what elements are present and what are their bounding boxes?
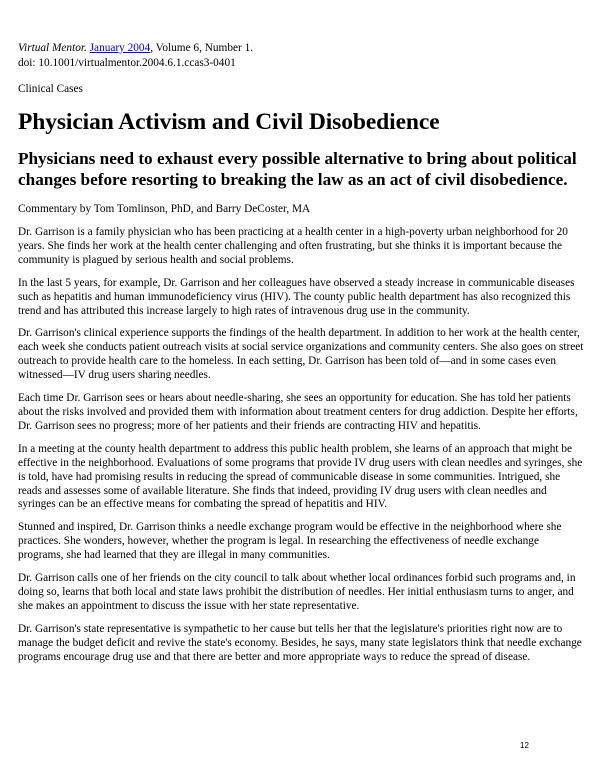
paragraph-6: Stunned and inspired, Dr. Garrison thinks a needle exchange program would be effective in the neighborhood where she practices. She wonders, however, whether the program is legal. In researching the effectiveness of needle exchange programs, she had learned that they are illegal in many communities. xyxy=(18,521,562,562)
section-label: Clinical Cases xyxy=(18,83,83,95)
article-subtitle: Physicians need to exhaust every possible alternative to bring about political changes before resorting to breaking the law as an act of civil disobedience. xyxy=(18,149,577,189)
paragraph-4: Each time Dr. Garrison sees or hears about needle-sharing, she sees an opportunity for education. She has told her patients about the risks involved and provided them with information about treatment centers for drug addiction. Despite her efforts, Dr. Garrison sees no progress; more of her patients and their friends are contracting HIV and hepatitis. xyxy=(18,392,578,432)
article xyxy=(18,41,584,664)
paragraph-8: Dr. Garrison's state representative is sympathetic to her cause but tells her that the legislature's priorities right now are to manage the budget deficit and revive the state's economy. Besides, he says, many state legislators think that needle exchange programs encourage drug use and that there are better and more appropriate ways to reduce the spread of disease. xyxy=(18,622,582,663)
doi: doi: 10.1001/virtualmentor.2004.6.1.ccas3-0401 xyxy=(18,57,236,69)
issue-link[interactable]: January 2004 xyxy=(89,42,151,54)
article-title: Physician Activism and Civil Disobedience xyxy=(18,109,440,135)
paragraph-5: In a meeting at the county health department to address this public health problem, she learns of an approach that might be effective in the neighborhood. Evaluations of some programs that provide IV drug users with clean needles and syringes, she is told, have had promising results in reducing the spread of communicable disease in some communities. Intrigued, she reads and assesses some of available literature. She finds that indeed, providing IV drug users with clean needles and syringes can be an effective means for combating the spread of hepatitis and HIV. xyxy=(18,442,583,511)
paragraph-3: Dr. Garrison's clinical experience supports the findings of the health department. In addition to her work at the health center, each week she conducts patient outreach visits at social service organizations and community centers. She also goes on street outreach to provide health care to the homeless. In each setting, Dr. Garrison has been told of—and in some cases even witnessed—IV drug users sharing needles. xyxy=(18,327,584,382)
paragraph-2: In the last 5 years, for example, Dr. Garrison and her colleagues have observed a steady increase in communicable diseases such as hepatitis and human immunodeficiency virus (HIV). The county public health department has also recognized this trend and has attributed this increase largely to high rates of intravenous drug use in the community. xyxy=(18,276,575,317)
journal-name: Virtual Mentor. xyxy=(18,42,87,54)
paragraph-1: Dr. Garrison is a family physician who has been practicing at a health center in a high-poverty urban neighborhood for 20 years. She finds her work at the health center challenging and often frustrating, but she thinks it is important because the community is plagued by serious health and social problems. xyxy=(18,226,568,266)
volume-info: , Volume 6, Number 1. xyxy=(150,42,254,54)
citation-line xyxy=(18,41,584,56)
byline: Commentary by Tom Tomlinson, PhD, and Barry DeCoster, MA xyxy=(18,203,311,215)
page-number: 12 xyxy=(520,741,529,750)
paragraph-7: Dr. Garrison calls one of her friends on the city council to talk about whether local ordinances forbid such programs and, in doing so, learns that both local and state laws prohibit the distribution of needles. Her initial enthusiasm turns to anger, and she makes an appointment to discuss the issue with her state representative. xyxy=(18,572,576,612)
